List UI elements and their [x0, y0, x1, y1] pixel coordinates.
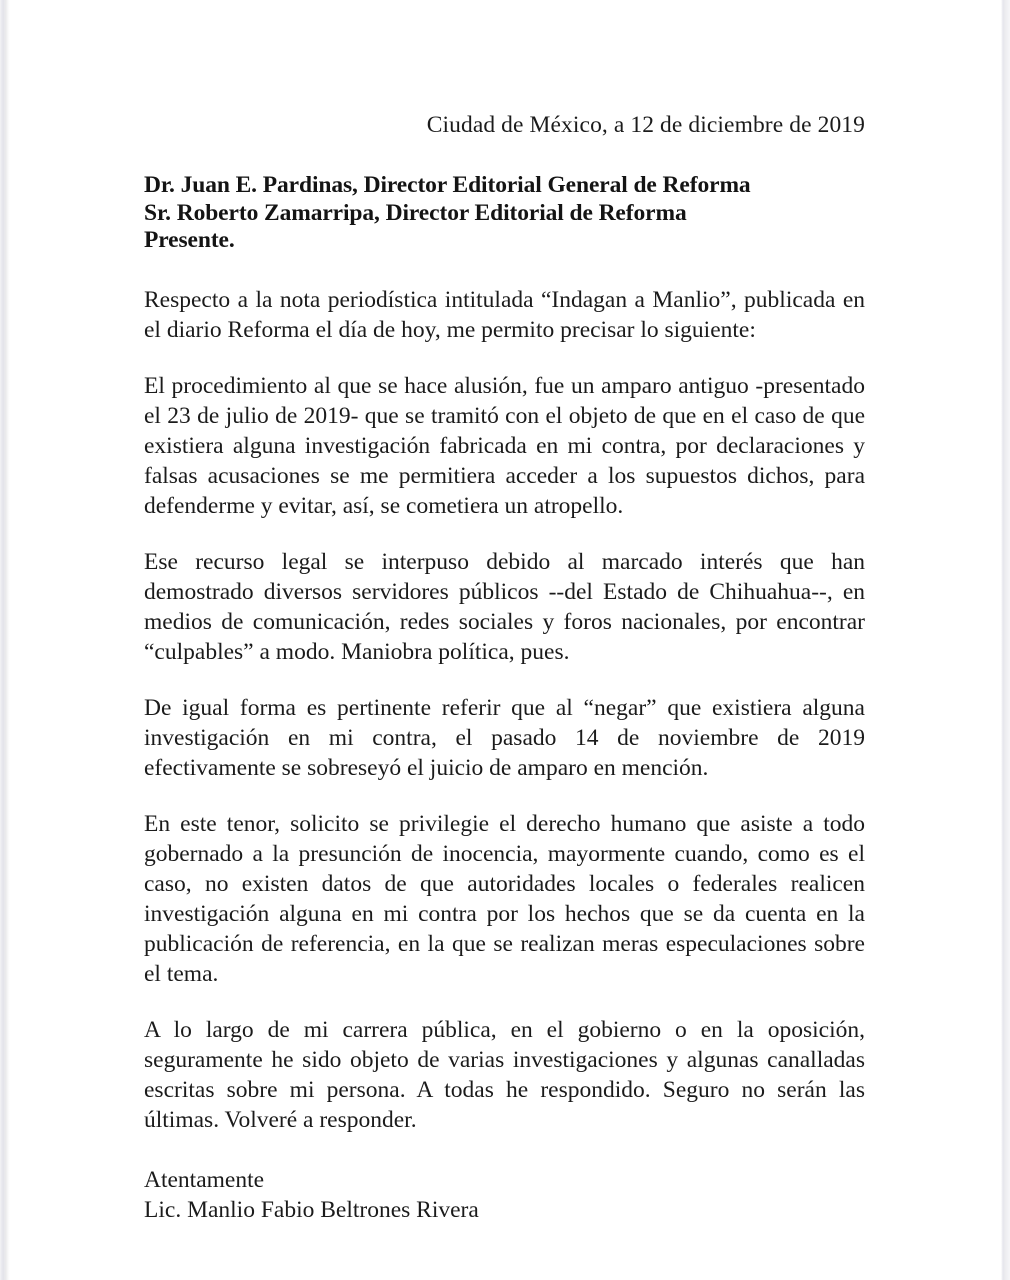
- salutation-line-1: Dr. Juan E. Pardinas, Director Editorial General de Reforma: [144, 172, 751, 198]
- closing-block: [144, 1165, 865, 1225]
- salutation-block: [144, 172, 865, 255]
- body-paragraph: En este tenor, solicito se privilegie el derecho humano que asiste a todo gobernado a la presunción de inocencia, mayormente cuando, como es el caso, no existen datos de que autoridades locales o federales realicen investigación alguna en mi contra por los hechos que se da cuenta en la publicación de referencia, en la que se realizan meras especulaciones sobre el tema.: [144, 810, 865, 987]
- signer-name: Lic. Manlio Fabio Beltrones Rivera: [144, 1196, 479, 1223]
- body-paragraph: Ese recurso legal se interpuso debido al marcado interés que han demostrado diversos servidores públicos --del Estado de Chihuahua--, en medios de comunicación, redes sociales y foros nacionales, por encontrar “culpables” a modo. Maniobra política, pues.: [144, 548, 865, 665]
- letter-content: [144, 0, 865, 1225]
- valediction: Atentamente: [144, 1166, 265, 1193]
- page-left-edge-shadow: [0, 0, 10, 1280]
- date-line: Ciudad de México, a 12 de diciembre de 2019: [426, 112, 865, 138]
- body-paragraph: A lo largo de mi carrera pública, en el gobierno o en la oposición, seguramente he sido objeto de varias investigaciones y algunas canalladas escritas sobre mi persona. A todas he respondido. Seguro no serán las últimas. Volveré a responder.: [144, 1016, 865, 1133]
- page-right-edge-shadow: [1001, 0, 1010, 1280]
- body-paragraph: El procedimiento al que se hace alusión, fue un amparo antiguo -presentado el 23 de julio de 2019- que se tramitó con el objeto de que en el caso de que existiera alguna investigación fabricada en mi contra, por declaraciones y falsas acusaciones se me permitiera acceder a los supuestos dichos, para defenderme y evitar, así, se cometiera un atropello.: [144, 372, 865, 519]
- salutation-line-2: Sr. Roberto Zamarripa, Director Editorial de Reforma: [144, 199, 687, 226]
- body-paragraph: De igual forma es pertinente referir que al “negar” que existiera alguna investigación en mi contra, el pasado 14 de noviembre de 2019 efectivamente se sobreseyó el juicio de amparo en mención.: [144, 694, 865, 781]
- body-paragraph: Respecto a la nota periodística intitulada “Indagan a Manlio”, publicada en el diario Reforma el día de hoy, me permito precisar lo siguiente:: [144, 286, 865, 343]
- salutation-line-3: Presente.: [144, 227, 235, 253]
